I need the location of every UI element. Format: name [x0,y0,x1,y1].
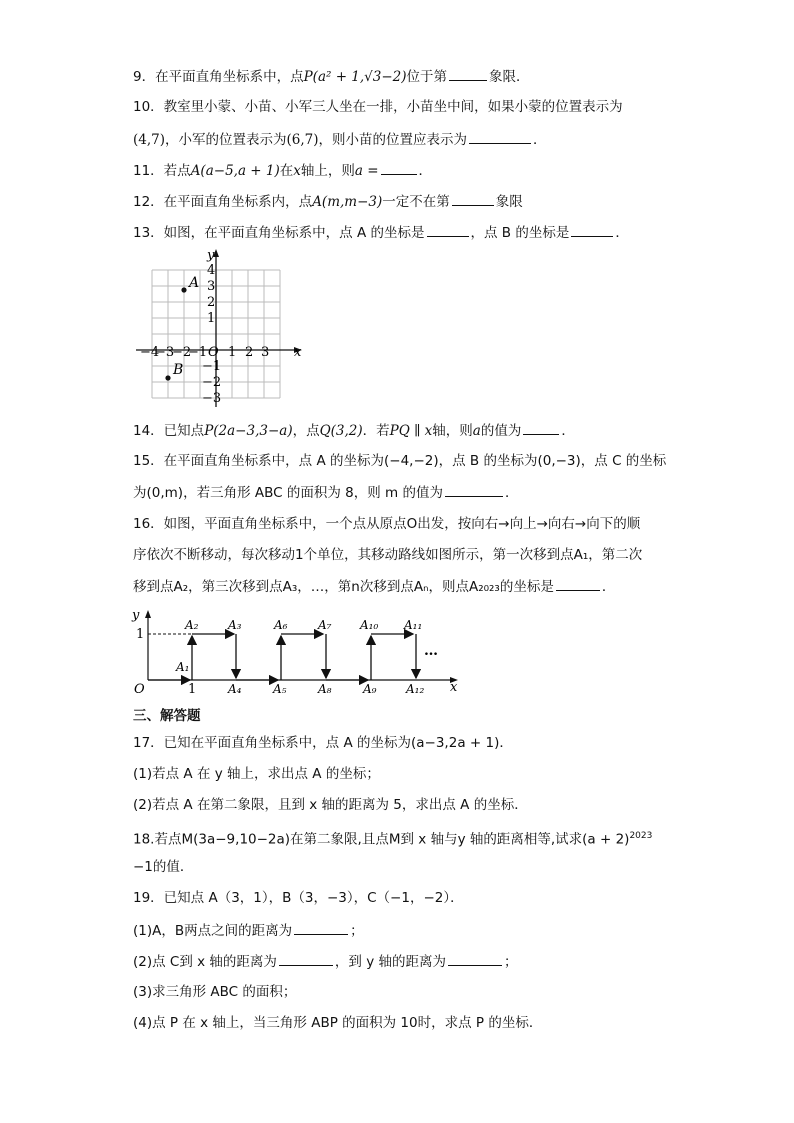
question-12: 12．在平面直角坐标系内，点A(m,m−3)一定不在第 象限 [133,191,523,212]
question-19-part3: (3)求三角形 ABC 的面积； [133,984,297,1000]
svg-text:A₆: A₆ [274,618,288,632]
svg-text:A₈: A₈ [318,682,332,695]
svg-text:A₁₀: A₁₀ [360,618,379,632]
section-heading: 三、解答题 [133,708,201,724]
x-tick-labels [140,345,269,360]
svg-text:A₁: A₁ [176,660,190,674]
question-13: 13．如图，在平面直角坐标系中，点 A 的坐标是 ，点 B 的坐标是 ． [133,222,629,243]
question-15-line2: 为(0,m)，若三角形 ABC 的面积为 8，则 m 的值为 ． [133,482,518,503]
answer-blank[interactable] [427,222,469,237]
svg-text:−3: −3 [155,345,175,360]
svg-text:A₂: A₂ [185,618,199,632]
question-18-line2: −1的值． [133,859,194,875]
question-15-line1: 15．在平面直角坐标系中，点 A 的坐标为(−4,−2)，点 B 的坐标为(0,−3)，点 C 的坐标 [133,453,667,469]
svg-text:A₅: A₅ [273,682,287,695]
svg-text:−1: −1 [202,359,222,374]
svg-text:3: 3 [261,345,270,360]
svg-text:−4: −4 [140,345,160,360]
question-11: 11．若点A(a−5,a + 1)在x轴上，则a = ． [133,160,432,181]
svg-text:2: 2 [245,345,254,360]
figure-16-path [130,605,470,695]
answer-blank[interactable] [448,951,502,966]
question-19-part2: (2)点 C到 x 轴的距离为 ，到 y 轴的距离为 ； [133,951,518,972]
y-axis-arrow [145,610,151,618]
question-17-part1: (1)若点 A 在 y 轴上，求出点 A 的坐标； [133,766,380,782]
question-18-line1: 18.若点M(3a−9,10−2a)在第二象限,且点M到 x 轴与y 轴的距离相等,试求$(a + 2)^{2023}$ [133,831,653,848]
question-16-line3: 移到点A₂，第三次移到点A₃，…，第n次移到点Aₙ，则点A₂₀₂₃的坐标是 ． [133,576,615,597]
x-one-label: 1 [188,682,197,695]
svg-text:3: 3 [207,279,216,294]
svg-text:A₁₁: A₁₁ [404,618,423,632]
y-axis-label: y [132,608,140,623]
x-axis-label: x [294,345,302,360]
svg-text:1: 1 [228,345,237,360]
svg-text:−2: −2 [202,375,222,390]
figure-13-coordinate-grid [130,243,310,413]
question-17-line1: 17．已知在平面直角坐标系中，点 A 的坐标为(a−3,2a + 1)． [133,735,513,751]
answer-blank[interactable] [452,191,494,206]
svg-text:A₁₂: A₁₂ [406,682,425,695]
answer-blank[interactable] [523,420,559,435]
question-10-line2: (4,7)，小军的位置表示为(6,7)，则小苗的位置应表示为 ． [133,129,547,150]
answer-blank[interactable] [556,576,600,591]
answer-blank[interactable] [449,66,487,81]
question-16-line1: 16．如图，平面直角坐标系中，一个点从原点O出发，按向右→向上→向右→向下的顺 [133,516,641,532]
svg-text:A₉: A₉ [363,682,377,695]
answer-blank[interactable] [279,951,333,966]
question-19-line1: 19．已知点 A（3，1），B（3，−3），C（−1，−2）． [133,890,464,906]
point-a [181,287,186,292]
point-labels [175,618,424,695]
ellipsis: … [424,643,438,659]
question-9: 9．在平面直角坐标系中，点P(a² + 1,√3−2)位于第 象限． [133,66,530,87]
question-14: 14．已知点P(2a−3,3−a)，点Q(3,2)．若PQ ∥ x轴，则a的值为 ． [133,420,575,441]
answer-blank[interactable] [571,222,613,237]
svg-text:4: 4 [207,263,216,278]
svg-text:A₇: A₇ [318,618,332,632]
question-19-part1: (1)A，B两点之间的距离为 ； [133,920,364,941]
svg-text:−1: −1 [188,345,208,360]
question-19-part4: (4)点 P 在 x 轴上，当三角形 ABP 的面积为 10时，求点 P 的坐标． [133,1015,543,1031]
point-a-label: A [189,275,200,291]
svg-text:A₃: A₃ [228,618,242,632]
svg-text:−2: −2 [172,345,192,360]
question-16-line2: 序依次不断移动，每次移动1个单位，其移动路线如图所示，第一次移到点A₁，第二次 [133,547,643,563]
answer-blank[interactable] [381,160,417,175]
point-b [165,375,170,380]
x-axis-label: x [450,680,458,695]
svg-text:A₄: A₄ [228,682,242,695]
svg-text:2: 2 [207,295,216,310]
answer-blank[interactable] [469,129,531,144]
origin-label: O [134,682,145,695]
y-axis-label: y [207,248,215,263]
answer-blank[interactable] [445,482,503,497]
answer-blank[interactable] [294,920,348,935]
origin-label: O [208,345,219,360]
question-10-line1: 10．教室里小蒙、小苗、小军三人坐在一排，小苗坐中间，如果小蒙的位置表示为 [133,99,623,115]
svg-text:−3: −3 [202,391,222,406]
point-b-label: B [173,362,184,378]
y-one-label: 1 [136,627,145,642]
svg-text:1: 1 [207,311,216,326]
question-17-part2: (2)若点 A 在第二象限，且到 x 轴的距离为 5，求出点 A 的坐标． [133,797,528,813]
